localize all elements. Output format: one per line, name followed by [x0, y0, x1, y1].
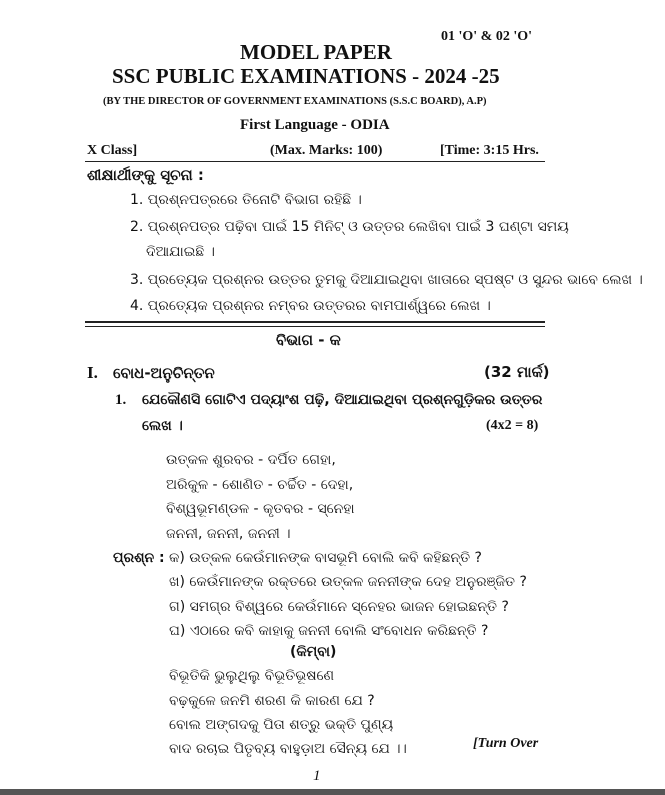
- poem-line: ଜନନୀ, ଜନନୀ, ଜନନୀ ।: [166, 526, 291, 542]
- instruction-item: 1. ପ୍ରଶ୍ନପତ୍ରରେ ତିନୋଟି ବିଭାଗ ରହିଛି ।: [130, 192, 362, 208]
- header-divider: [85, 161, 545, 162]
- poem-line: ବିଭୂତିକି ଭୁଲୁଥିଲୁ ବିଭୂତିଭୂଷଣେ: [169, 668, 335, 684]
- instruction-item: ଦିଆଯାଇଛି ।: [146, 244, 215, 260]
- paper-title: MODEL PAPER: [240, 40, 392, 64]
- time-label: [Time: 3:15 Hrs.: [440, 143, 539, 158]
- section-divider-top: [85, 321, 545, 323]
- turn-over-label: [Turn Over: [473, 736, 539, 751]
- section-title: ବିଭାଗ - କ: [276, 331, 341, 349]
- poem-line: ଉତ୍କଳ ଶୁରବର - ଦର୍ପିତ ଗେହା,: [166, 452, 336, 468]
- max-marks: (Max. Marks: 100): [270, 143, 383, 158]
- question-text: ଯେକୌଣସି ଗୋଟିଏ ପଦ୍ୟାଂଶ ପଢ଼ି, ଦିଆଯାଇଥିବା ପ୍ରଶ୍ନଗୁଡ଼ିକର ଉତ୍ତର: [142, 392, 543, 408]
- section-divider-bottom: [85, 326, 545, 327]
- instructions-heading: ଶୀକ୍ଷାର୍ଥୀଙ୍କୁ ସୂଚନା :: [87, 166, 204, 184]
- bottom-edge: [0, 789, 665, 795]
- questions-label: ପ୍ରଶ୍ନ :: [113, 550, 165, 566]
- sub-question: ଖ) କେଉଁମାନଙ୍କ ରକ୍ତରେ ଉତ୍କଳ ଜନନୀଙ୍କ ଦେହ ଅନୁରଞ୍ଜିତ ?: [169, 574, 527, 590]
- authority-line: (BY THE DIRECTOR OF GOVERNMENT EXAMINATIONS (S.S.C BOARD), A.P): [103, 96, 487, 107]
- subject-title: First Language - ODIA: [240, 117, 390, 133]
- poem-line: ବୋଲ ଅଙ୍ଗଦକୁ ପିତା ଶତ୍ରୁ ଭକ୍ତି ପୁଣ୍ୟ: [169, 717, 394, 733]
- sub-question: ଗ) ସମଗ୍ର ବିଶ୍ୱରେ କେଉଁମାନେ ସ୍ନେହର ଭାଜନ ହୋଇଛନ୍ତି ?: [169, 599, 509, 615]
- sub-question: ଘ) ଏଠାରେ କବି କାହାକୁ ଜନନୀ ବୋଲି ସଂବୋଧନ କରିଛନ୍ତି ?: [169, 623, 489, 639]
- or-label: (କିମ୍ବା): [290, 644, 337, 660]
- part-marks: (32 ମାର୍କ): [484, 363, 550, 381]
- question-number: 1.: [115, 392, 127, 408]
- poem-line: ବଢ଼କୁଳେ ଜନମି ଶରଣ କି କାରଣ ଯେ ?: [169, 693, 375, 709]
- question-text: ଲେଖ ।: [142, 418, 183, 434]
- sub-question: କ) ଉତ୍କଳ କେଉଁମାନଙ୍କ ବାସଭୂମି ବୋଲି କବି କହିଛନ୍ତି ?: [169, 550, 482, 566]
- instruction-item: 2. ପ୍ରଶ୍ନପତ୍ର ପଢ଼ିବା ପାଇଁ 15 ମିନିଟ୍ ଓ ଉତ୍ତର ଲେଖିବା ପାଇଁ 3 ଘଣ୍ଟା ସମୟ: [130, 219, 569, 235]
- class-label: X Class]: [87, 143, 138, 158]
- page-number: 1: [313, 768, 321, 784]
- part-number: I.: [87, 363, 98, 382]
- paper-code: 01 'O' & 02 'O': [441, 29, 532, 44]
- instruction-item: 4. ପ୍ରତ୍ୟେକ ପ୍ରଶ୍ନର ନମ୍ବର ଉତ୍ତରର ବାମପାର୍ଶ୍ୱରେ ଲେଖ ।: [130, 298, 491, 314]
- poem-line: ବିଶ୍ୱଭୂମଣ୍ଡଳ - କୃତବର - ସ୍ନେହା: [166, 501, 355, 517]
- question-marks: (4x2 = 8): [486, 418, 539, 433]
- exam-title: SSC PUBLIC EXAMINATIONS - 2024 -25: [112, 64, 500, 88]
- poem-line: ଅରିକୁଳ - ଶୋଣିତ - ଚର୍ଚ୍ଚିତ - ଦେହା,: [166, 477, 354, 493]
- instruction-item: 3. ପ୍ରତ୍ୟେକ ପ୍ରଶ୍ନର ଉତ୍ତର ତୁମକୁ ଦିଆଯାଇଥିବା ଖାତାରେ ସ୍ପଷ୍ଟ ଓ ସୁନ୍ଦର ଭାବେ ଲେଖ ।: [130, 272, 643, 288]
- part-title: ବୋଧ-ଅନୁଚିନ୍ତନ: [113, 364, 215, 382]
- poem-line: ବାଦ ରଚାଇ ପିତୃବ୍ୟ ବାହୁଡ଼ାଅ ସୈନ୍ୟ ଯେ ।।: [169, 741, 407, 757]
